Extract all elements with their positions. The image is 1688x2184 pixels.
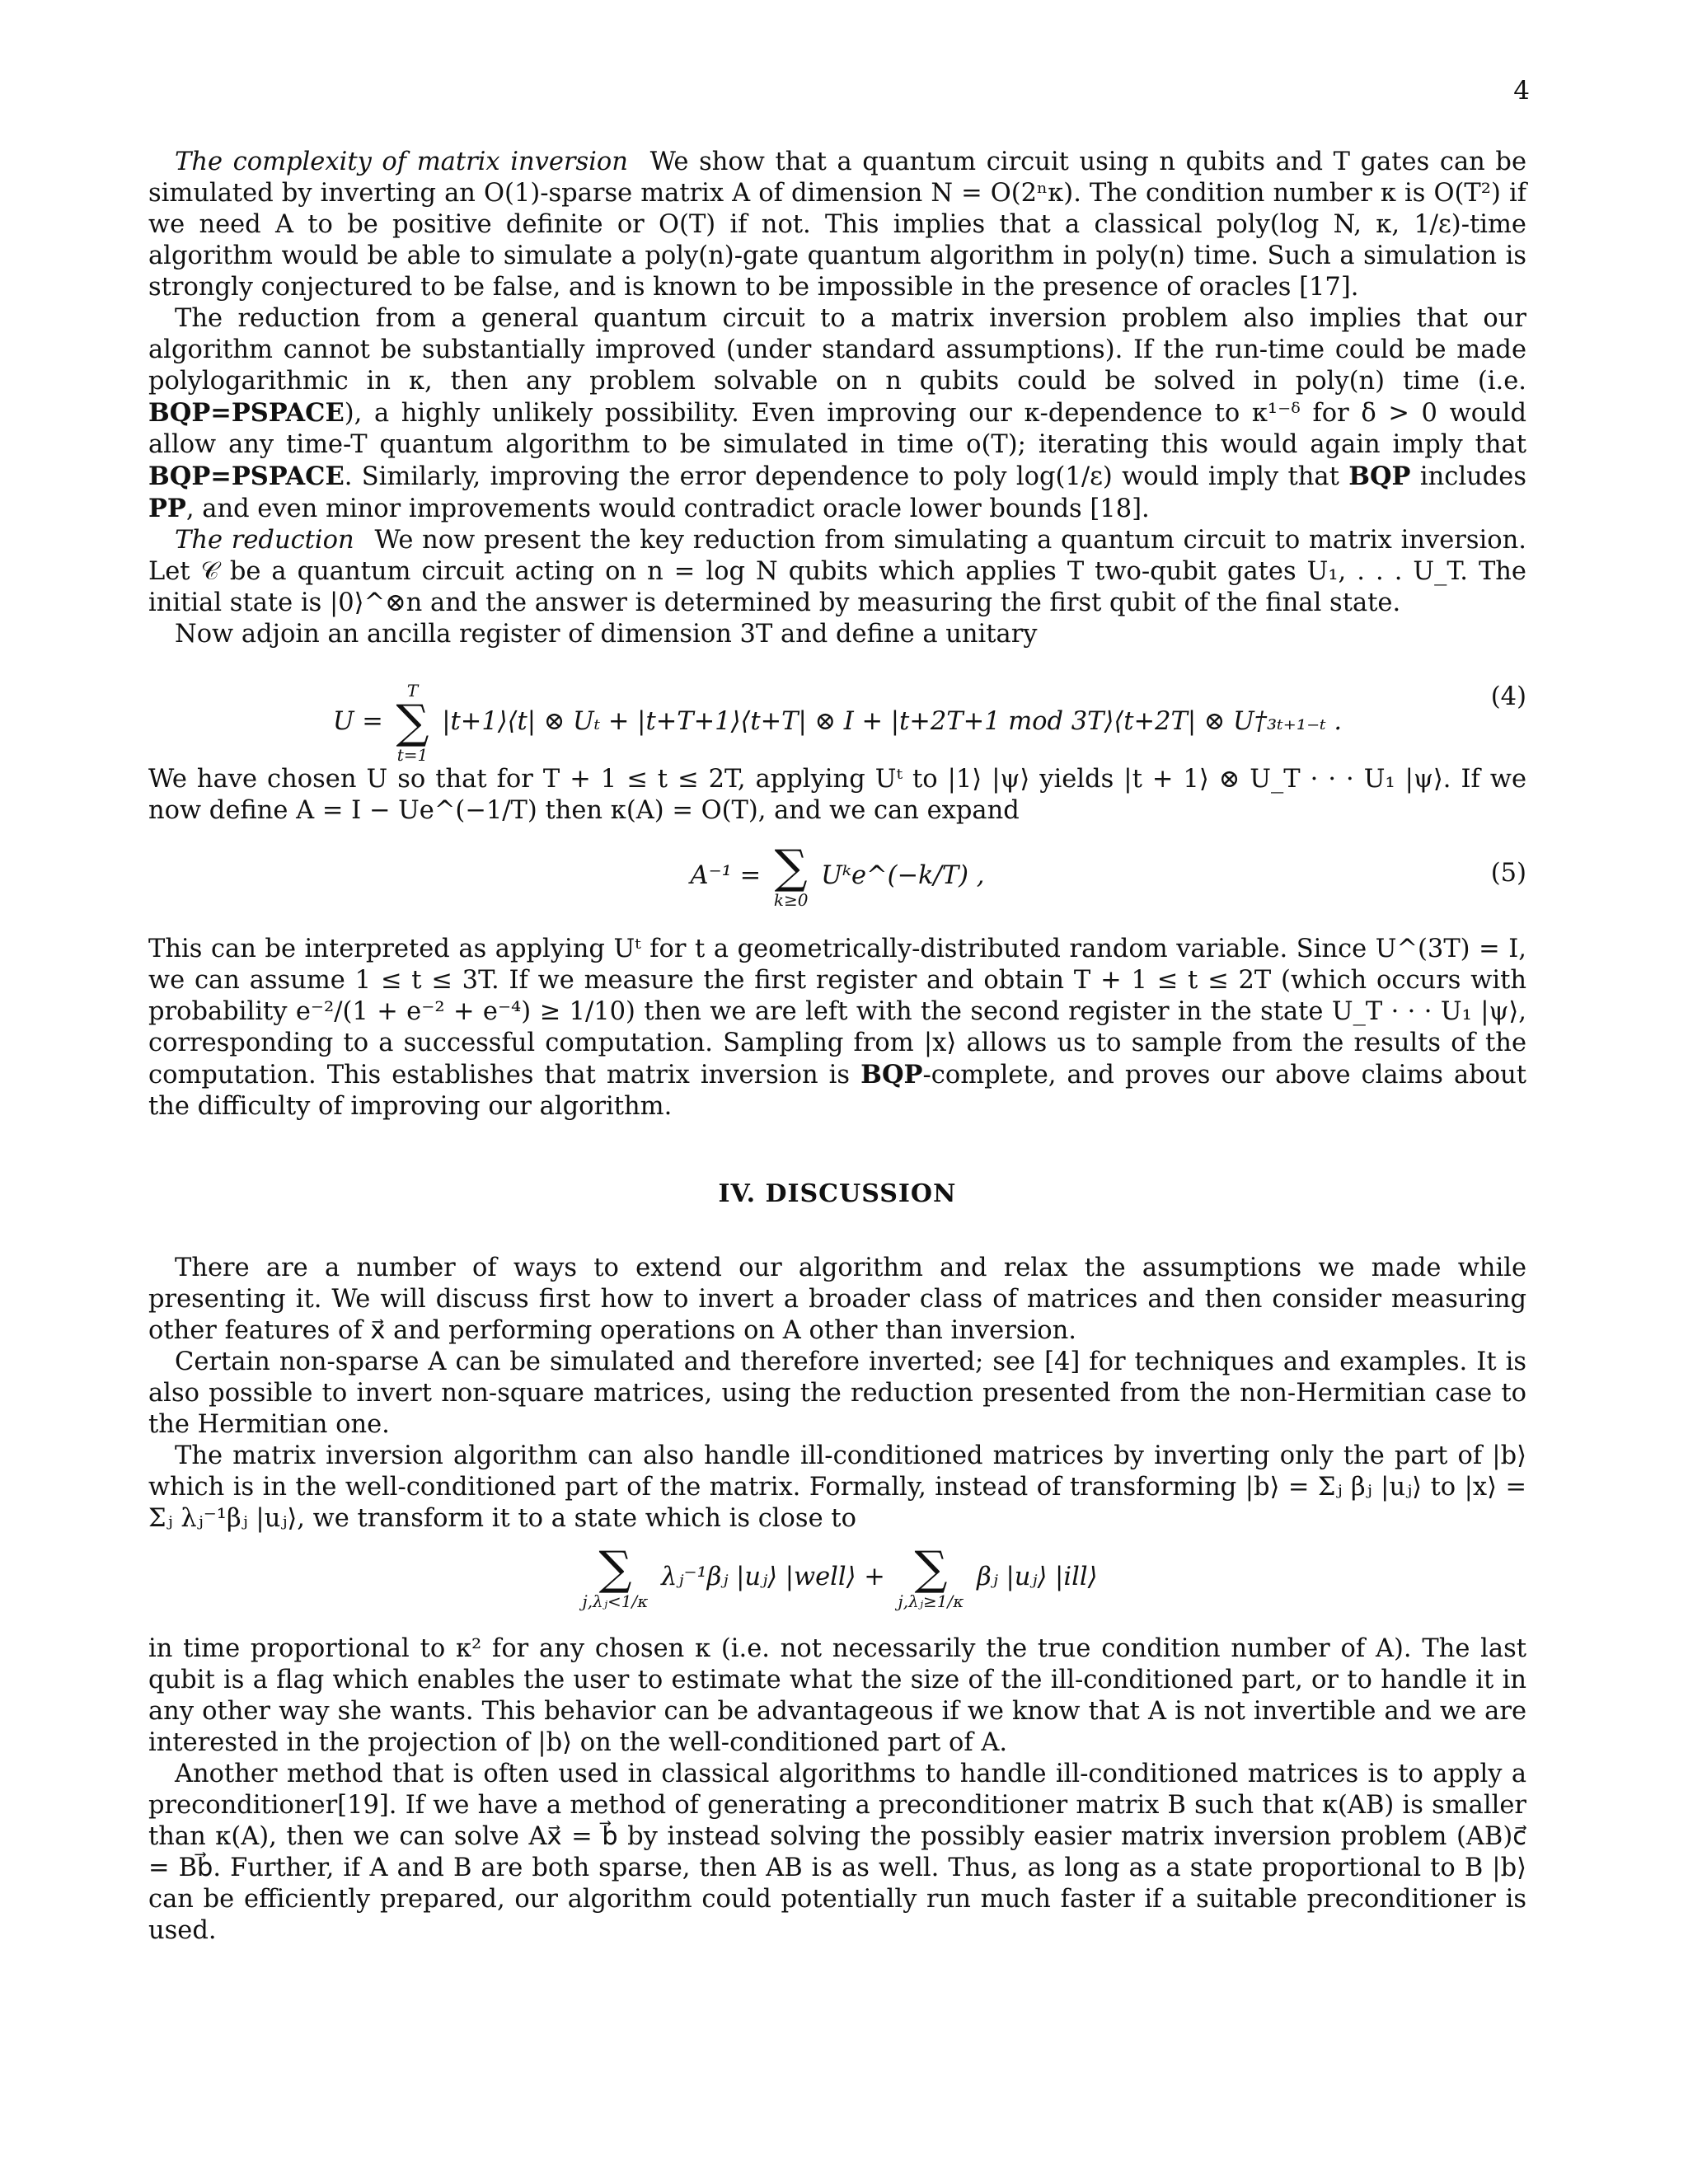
summation-symbol (773, 841, 809, 910)
equation-body: Uᵏe^(−k/T) , (821, 861, 985, 890)
paragraph-text: . Similarly, improving the error dependence to poly log(1/ε) would imply that (344, 462, 1349, 491)
equation-term: λⱼ⁻¹βⱼ |uⱼ⟩ |well⟩ + (661, 1563, 885, 1591)
paragraph-text: We show that a quantum circuit using n qubits and T gates can be simulated by inverting an O(1)-sparse matrix A of dimension N = O(2ⁿκ). The condition number κ is O(T²) if we need A to be positive definite or O(T) if not. This implies that a classical poly(log N, κ, 1/ε)-time algorithm would be able to simulate a poly(n)-gate quantum algorithm in poly(n) time. Such a simulation is strongly conjectured to be false, and is known to be impossible in the presence of oracles [17]. (148, 148, 1526, 302)
paragraph-text: Now adjoin an ancilla register of dimension 3T and define a unitary (175, 620, 1038, 649)
paragraph-interpretation (148, 934, 1526, 1122)
paragraph-text: We have chosen U so that for T + 1 ≤ t ≤ 2T, applying Uᵗ to |1⟩ |ψ⟩ yields |t + 1⟩ ⊗ U_T · · · U₁ |ψ⟩. If we now define A = I − Ue^(−1/T) then κ(A) = O(T), and we can expand (148, 765, 1526, 825)
summation-symbol (582, 1542, 649, 1611)
paragraph-reduction-implications (148, 303, 1526, 525)
paragraph-text: in time proportional to κ² for any chosen κ (i.e. not necessarily the true condition number of A). The last qubit is a flag which enables the user to estimate what the size of the ill-conditioned part, or to handle it in any other way she wants. This behavior can be advantageous if we know that A is not invertible and we are interested in the projection of |b⟩ on the well-conditioned part of A. (148, 1634, 1526, 1757)
paragraph-text: There are a number of ways to extend our algorithm and relax the assumptions we made while presenting it. We will discuss first how to invert a broader class of matrices and then consider measuring other features of x⃗ and performing operations on A other than inversion. (148, 1254, 1526, 1345)
section-heading: IV. DISCUSSION (718, 1179, 957, 1208)
equation-well-ill (148, 1541, 1526, 1624)
paragraph-chosen-u (148, 764, 1526, 827)
equation-formula (148, 1542, 1526, 1611)
paragraph-text: ), a highly unlikely possibility. Even improving our κ-dependence to κ¹⁻ᵟ for δ > 0 would allow any time-T quantum algorithm to be simulated in time o(T); iterating this would again imply that (148, 399, 1526, 459)
sum-upper-limit: T (406, 681, 419, 701)
bold-term: BQP=PSPACE (148, 462, 345, 491)
sum-lower-limit: t=1 (396, 745, 429, 765)
equation-lhs: U = (332, 707, 383, 736)
paragraph-discussion-intro (148, 1253, 1526, 1347)
paragraph-text: The matrix inversion algorithm can also handle ill-conditioned matrices by inverting only the part of |b⟩ which is in the well-conditioned part of the matrix. Formally, instead of transforming |b⟩ = Σⱼ βⱼ |uⱼ⟩ to |x⟩ = Σⱼ λⱼ⁻¹βⱼ |uⱼ⟩, we transform it to a state which is close to (148, 1441, 1526, 1533)
paragraph-non-sparse (148, 1347, 1526, 1441)
equation-body: |t+1⟩⟨t| ⊗ Uₜ + |t+T+1⟩⟨t+T| ⊗ I + |t+2T+1 mod 3T⟩⟨t+2T| ⊗ U†₃ₜ₊₁₋ₜ . (442, 707, 1343, 736)
paragraph-text: , and even minor improvements would contradict oracle lower bounds [18]. (185, 494, 1150, 523)
equation-number: (5) (1490, 859, 1526, 888)
equation-5 (148, 833, 1526, 924)
paragraph-ill-conditioned (148, 1441, 1526, 1535)
sigma-glyph: ∑ (598, 1542, 632, 1596)
bold-term: BQP=PSPACE (148, 398, 345, 428)
paragraph-text: -complete, and proves our above claims about the difficulty of improving our algorithm. (148, 1061, 1526, 1121)
equation-formula (148, 682, 1526, 764)
paragraph-heading: The reduction (175, 526, 354, 555)
paragraph-complexity (148, 147, 1526, 303)
paragraph-text: We now present the key reduction from simulating a quantum circuit to matrix inversion. Let 𝒞 be a quantum circuit acting on n = log N qubits which applies T two-qubit gates U₁, . . . U_T. The initial state is |0⟩^⊗n and the answer is determined by measuring the first qubit of the final state. (148, 526, 1526, 617)
paragraph-ancilla (148, 619, 1526, 650)
equation-4 (148, 657, 1526, 765)
bold-term: BQP (860, 1060, 923, 1090)
paragraph-text: Certain non-sparse A can be simulated and therefore inverted; see [4] for techniques and examples. It is also possible to invert non-square matrices, using the reduction presented from the non-Hermitian case to the Hermitian one. (148, 1347, 1526, 1439)
summation-symbol (898, 1542, 964, 1611)
paragraph-time-proportional (148, 1633, 1526, 1759)
equation-number: (4) (1490, 682, 1526, 711)
bold-term: PP (148, 494, 186, 523)
equation-formula (148, 841, 1526, 910)
paragraph-text: The reduction from a general quantum circuit to a matrix inversion problem also implies that our algorithm cannot be substantially improved (under standard assumptions). If the run-time could be made polylogarithmic in κ, then any problem solvable on n qubits could be solved in poly(n) time (i.e. (148, 304, 1526, 396)
sigma-glyph: ∑ (774, 841, 808, 894)
paragraph-the-reduction (148, 525, 1526, 619)
paragraph-text: includes (1410, 462, 1526, 491)
page-body (148, 147, 1526, 1947)
paragraph-text: This can be interpreted as applying Uᵗ for t a geometrically-distributed random variable. Since U^(3T) = I, we can assume 1 ≤ t ≤ 3T. If we measure the first register and obtain T + 1 ≤ t ≤ 2T (which occurs with probability e⁻²/(1 + e⁻² + e⁻⁴) ≥ 1/10) then we are left with the second register in the state U_T · · · U₁ |ψ⟩, corresponding to a successful computation. Sampling from |x⟩ allows us to sample from the results of the computation. This establishes that matrix inversion is (148, 935, 1526, 1090)
equation-term: βⱼ |uⱼ⟩ |ill⟩ (977, 1563, 1098, 1591)
sigma-glyph: ∑ (914, 1542, 948, 1596)
paragraph-text: Another method that is often used in classical algorithms to handle ill-conditioned matrices is to apply a preconditioner[19]. If we have a method of generating a preconditioner matrix B such that κ(AB) is smaller than κ(A), then we can solve Ax⃗ = b⃗ by instead solving the possibly easier matrix inversion problem (AB)c⃗ = Bb⃗. Further, if A and B are both sparse, then AB is as well. Thus, as long as a state proportional to B |b⟩ can be efficiently prepared, our algorithm could potentially run much faster if a suitable preconditioner is used. (148, 1760, 1526, 1945)
page-number: 4 (1513, 76, 1530, 105)
sum-lower-limit: k≥0 (773, 890, 809, 910)
bold-term: BQP (1348, 462, 1411, 491)
equation-lhs: A⁻¹ = (690, 861, 762, 890)
sum-lower-limit: j,λⱼ<1/κ (582, 1591, 649, 1611)
summation-symbol (396, 682, 429, 764)
paragraph-preconditioner (148, 1759, 1526, 1947)
paragraph-heading: The complexity of matrix inversion (175, 148, 628, 176)
sigma-glyph: ∑ (396, 696, 429, 749)
sum-lower-limit: j,λⱼ≥1/κ (898, 1591, 964, 1611)
